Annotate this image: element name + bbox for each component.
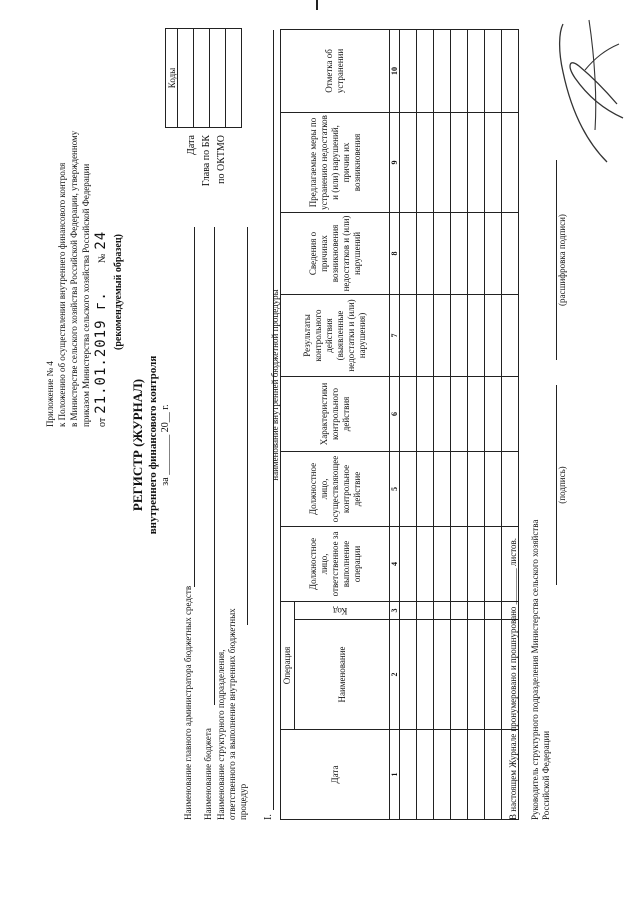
table-cell xyxy=(502,112,519,212)
table-cell xyxy=(468,526,485,601)
table-cell xyxy=(417,451,434,526)
handwritten-signature xyxy=(545,10,635,170)
table-cell xyxy=(417,112,434,212)
footer-head-line-2: Российской Федерации xyxy=(541,730,551,820)
col-operation-header: Операция xyxy=(281,601,295,729)
codes-cell-chapter xyxy=(194,29,210,128)
table-cell xyxy=(485,112,502,212)
signature-caption: (подпись) xyxy=(557,466,567,504)
recommended-sample: (рекомендуемый образец) xyxy=(113,234,124,350)
table-cell xyxy=(468,294,485,376)
table-cell xyxy=(451,212,468,294)
table-cell xyxy=(417,526,434,601)
register-body xyxy=(400,29,519,819)
section-number: I. xyxy=(263,814,274,820)
appendix-date-line xyxy=(92,231,110,427)
appendix-line-1: Приложение № 4 xyxy=(45,361,55,427)
table-cell xyxy=(434,376,451,451)
codes-cell-oktmo xyxy=(210,29,226,128)
table-cell xyxy=(485,29,502,112)
col-number: 1 xyxy=(390,730,400,820)
table-cell xyxy=(468,451,485,526)
table-cell xyxy=(417,29,434,112)
table-cell xyxy=(400,212,417,294)
table-cell xyxy=(434,212,451,294)
col-name-header: Наименование xyxy=(295,620,390,730)
table-row xyxy=(485,29,502,819)
col-causes-header: Сведения о причинах возникновения недостатков и (или) нарушений xyxy=(281,212,390,294)
table-cell xyxy=(434,601,451,619)
col-measures-header: Предлагаемые меры по устранению недостатков и (или) нарушений, причин их возникновения xyxy=(281,112,390,212)
codes-cell-empty xyxy=(226,29,242,128)
table-cell xyxy=(400,294,417,376)
section-caption: наименование внутренней бюджетной процедуры xyxy=(270,289,280,481)
footer-head-line-1: Руководитель структурного подразделения Министерства сельского хозяйства xyxy=(530,519,540,820)
table-cell xyxy=(485,294,502,376)
table-cell xyxy=(400,730,417,820)
field-unit-label-1: Наименование структурного подразделения, xyxy=(216,649,226,820)
field-unit-underline xyxy=(247,227,248,625)
table-cell xyxy=(417,620,434,730)
field-gab-label: Наименование главного администратора бюджетных средств xyxy=(183,585,193,820)
table-cell xyxy=(451,526,468,601)
table-cell xyxy=(434,112,451,212)
field-unit-label-3: процедур xyxy=(238,783,248,820)
register-period: за ________ 20__ г. xyxy=(160,404,171,486)
table-cell xyxy=(400,29,417,112)
table-cell xyxy=(434,294,451,376)
order-number: 24 xyxy=(93,230,109,250)
codes-label-oktmo: по ОКТМО xyxy=(216,135,227,184)
col-characteristics-header: Характеристики контрольного действия xyxy=(281,376,390,451)
table-cell xyxy=(451,112,468,212)
col-controller-header: Должностное лицо, осуществляющее контрольное действие xyxy=(281,451,390,526)
col-number: 4 xyxy=(390,526,400,601)
col-number: 8 xyxy=(390,212,400,294)
table-cell xyxy=(468,730,485,820)
table-cell xyxy=(451,730,468,820)
table-cell xyxy=(468,376,485,451)
table-cell xyxy=(485,730,502,820)
table-cell xyxy=(485,212,502,294)
col-code-text: Код xyxy=(333,606,348,616)
table-cell xyxy=(451,376,468,451)
table-cell xyxy=(468,601,485,619)
col-number: 10 xyxy=(390,29,400,112)
col-number: 7 xyxy=(390,294,400,376)
field-budget-label: Наименование бюджета xyxy=(203,728,213,820)
col-date-header: Дата xyxy=(281,730,390,820)
order-date: 21.01.2019 г. xyxy=(93,291,109,414)
table-cell xyxy=(502,29,519,112)
field-unit-label-2: ответственного за выполнение внутренних бюджетных xyxy=(227,608,237,820)
table-cell xyxy=(451,294,468,376)
table-cell xyxy=(434,526,451,601)
codes-table xyxy=(165,28,242,128)
col-number: 3 xyxy=(390,601,400,619)
table-cell xyxy=(468,212,485,294)
col-number: 2 xyxy=(390,620,400,730)
table-cell xyxy=(468,29,485,112)
appendix-line-2: к Положению об осуществлении внутреннего финансового контроля xyxy=(57,162,67,427)
col-responsible-header: Должностное лицо, ответственное за выполнение операции xyxy=(281,526,390,601)
table-cell xyxy=(400,376,417,451)
footer-numbered-note: В настоящем Журнале пронумеровано и прошнуровано ________ листов. xyxy=(508,537,518,820)
codes-header: Коды xyxy=(166,29,178,128)
table-cell xyxy=(400,601,417,619)
col-number: 6 xyxy=(390,376,400,451)
table-cell xyxy=(485,526,502,601)
table-cell xyxy=(400,526,417,601)
table-cell xyxy=(502,376,519,451)
col-code-header xyxy=(295,601,390,619)
table-cell xyxy=(451,601,468,619)
table-cell xyxy=(434,620,451,730)
table-cell xyxy=(434,730,451,820)
appendix-line-3: в Министерстве сельского хозяйства Российской Федерации, утвержденному xyxy=(69,130,79,427)
table-cell xyxy=(485,376,502,451)
table-row xyxy=(434,29,451,819)
order-number-label: № xyxy=(97,253,108,264)
table-cell xyxy=(451,29,468,112)
col-number: 9 xyxy=(390,112,400,212)
register-table xyxy=(280,29,519,820)
codes-label-chapter: Глава по БК xyxy=(201,135,212,187)
table-row xyxy=(400,29,417,819)
table-cell xyxy=(400,112,417,212)
codes-cell-date xyxy=(178,29,194,128)
decoding-caption: (расшифровка подписи) xyxy=(557,214,567,306)
col-mark-header: Отметка об устранении xyxy=(281,29,390,112)
table-cell xyxy=(434,29,451,112)
table-cell xyxy=(400,451,417,526)
table-cell xyxy=(451,451,468,526)
field-budget-underline xyxy=(214,227,215,705)
table-cell xyxy=(502,294,519,376)
table-cell xyxy=(485,451,502,526)
table-cell xyxy=(400,620,417,730)
table-cell xyxy=(485,620,502,730)
table-cell xyxy=(417,601,434,619)
table-cell xyxy=(502,451,519,526)
field-gab-underline xyxy=(194,227,195,587)
table-cell xyxy=(485,601,502,619)
register-subtitle: внутреннего финансового контроля xyxy=(147,355,159,535)
table-cell xyxy=(434,451,451,526)
date-from-label: от xyxy=(97,417,108,427)
table-row xyxy=(451,29,468,819)
codes-label-date: Дата xyxy=(186,135,197,155)
table-cell xyxy=(417,294,434,376)
table-cell xyxy=(417,212,434,294)
table-row xyxy=(417,29,434,819)
table-row xyxy=(468,29,485,819)
table-cell xyxy=(468,620,485,730)
table-cell xyxy=(468,112,485,212)
col-number: 5 xyxy=(390,451,400,526)
table-cell xyxy=(451,620,468,730)
table-cell xyxy=(417,730,434,820)
col-results-header: Результаты контрольного действия (выявленные недостатки и (или) нарушения) xyxy=(281,294,390,376)
register-title: РЕГИСТР (ЖУРНАЛ) xyxy=(130,378,145,512)
appendix-line-4: приказом Министерства сельского хозяйства Российской Федерации xyxy=(81,163,91,427)
table-cell xyxy=(502,212,519,294)
table-cell xyxy=(417,376,434,451)
